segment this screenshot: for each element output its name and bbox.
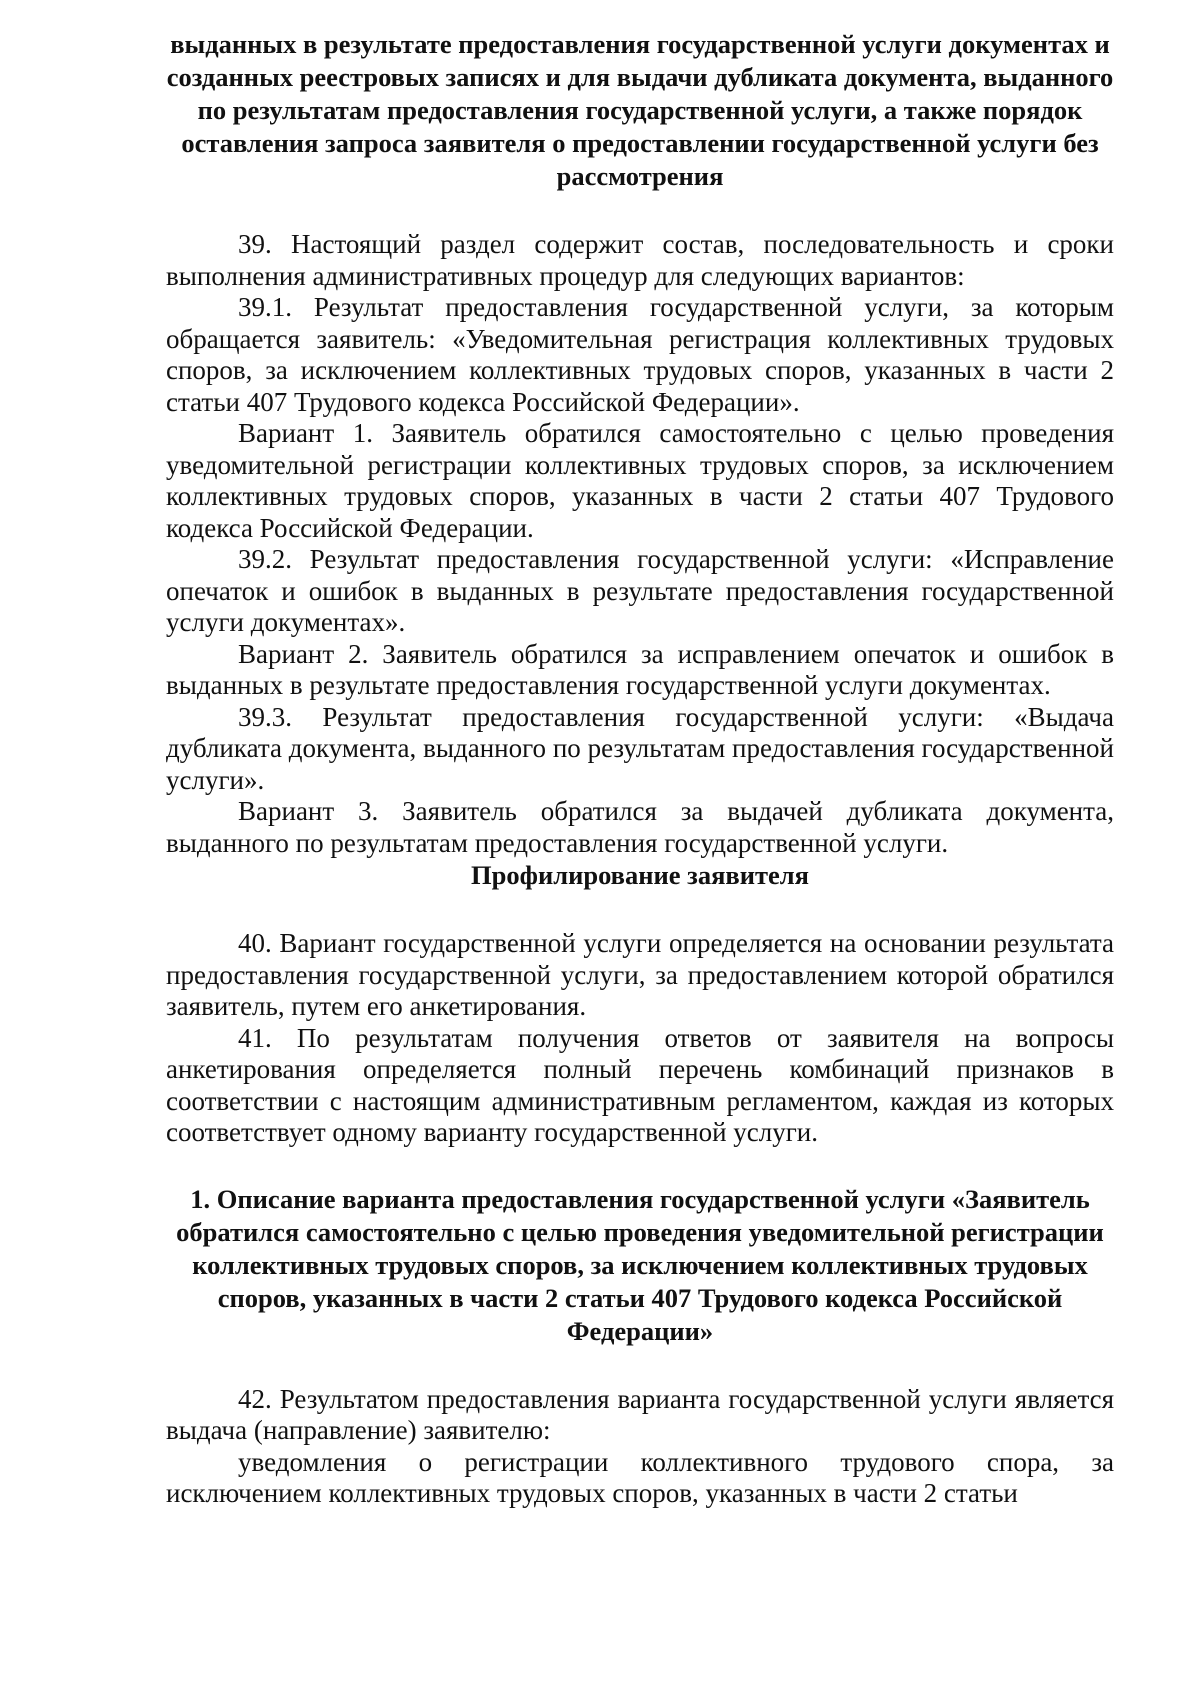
document-content [166, 28, 1114, 1510]
paragraph-41: 41. По результатам получения ответов от заявителя на вопросы анкетирования определяется полный перечень комбинаций признаков в соответствии с настоящим административным регламентом, каждая из которых соответствует одному варианту государственной услуги. [166, 1022, 1114, 1147]
paragraph-variant-1: Вариант 1. Заявитель обратился самостоятельно с целью проведения уведомительной регистрации коллективных трудовых споров, за исключением коллективных трудовых споров, указанных в части 2 статьи 407 Трудового кодекса Российской Федерации. [166, 418, 1114, 543]
variant-heading: 1. Описание варианта предоставления государственной услуги «Заявитель обратился самостоятельно с целью проведения уведомительной регистрации коллективных трудовых споров, за исключением коллективных трудовых споров, указанных в части 2 статьи 407 Трудового кодекса Российской Федерации» [176, 1183, 1104, 1346]
paragraph-42: 42. Результатом предоставления варианта государственной услуги является выдача (направление) заявителю: [166, 1383, 1114, 1445]
section-heading-continuation: выданных в результате предоставления государственной услуги документах и созданных реестровых записях и для выдачи дубликата документа, выданного по результатам предоставления государственной услуги, а также порядок оставления запроса заявителя о предоставлении государственной услуги без рассмотрения [166, 29, 1114, 191]
profiling-paragraphs [166, 928, 1114, 1149]
variant-paragraphs [166, 1384, 1114, 1510]
paragraph-variant-2: Вариант 2. Заявитель обратился за исправлением опечаток и ошибок в выданных в результате предоставления государственной услуги документах. [166, 638, 1114, 700]
paragraph-variant-3: Вариант 3. Заявитель обратился за выдачей дубликата документа, выданного по результатам предоставления государственной услуги. [166, 796, 1114, 858]
paragraph-39-3: 39.3. Результат предоставления государственной услуги: «Выдача дубликата документа, выданного по результатам предоставления государственной услуги». [166, 701, 1114, 795]
profiling-heading: Профилирование заявителя [471, 860, 809, 890]
paragraph-40: 40. Вариант государственной услуги определяется на основании результата предоставления государственной услуги, за предоставлением которой обратился заявитель, путем его анкетирования. [166, 928, 1114, 1021]
paragraph-39-2: 39.2. Результат предоставления государственной услуги: «Исправление опечаток и ошибок в выданных в результате предоставления государственной услуги документах». [166, 544, 1114, 637]
paragraph-42-item: уведомления о регистрации коллективного трудового спора, за исключением коллективных трудовых споров, указанных в части 2 статьи [166, 1446, 1114, 1508]
paragraph-39-1: 39.1. Результат предоставления государственной услуги, за которым обращается заявитель: «Уведомительная регистрация коллективных трудовых споров, за исключением коллективных трудовых споров, указанных в части 2 статьи 407 Трудового кодекса Российской Федерации». [166, 292, 1114, 417]
paragraph-39: 39. Настоящий раздел содержит состав, последовательность и сроки выполнения административных процедур для следующих вариантов: [166, 229, 1114, 291]
section-paragraphs [166, 229, 1114, 859]
